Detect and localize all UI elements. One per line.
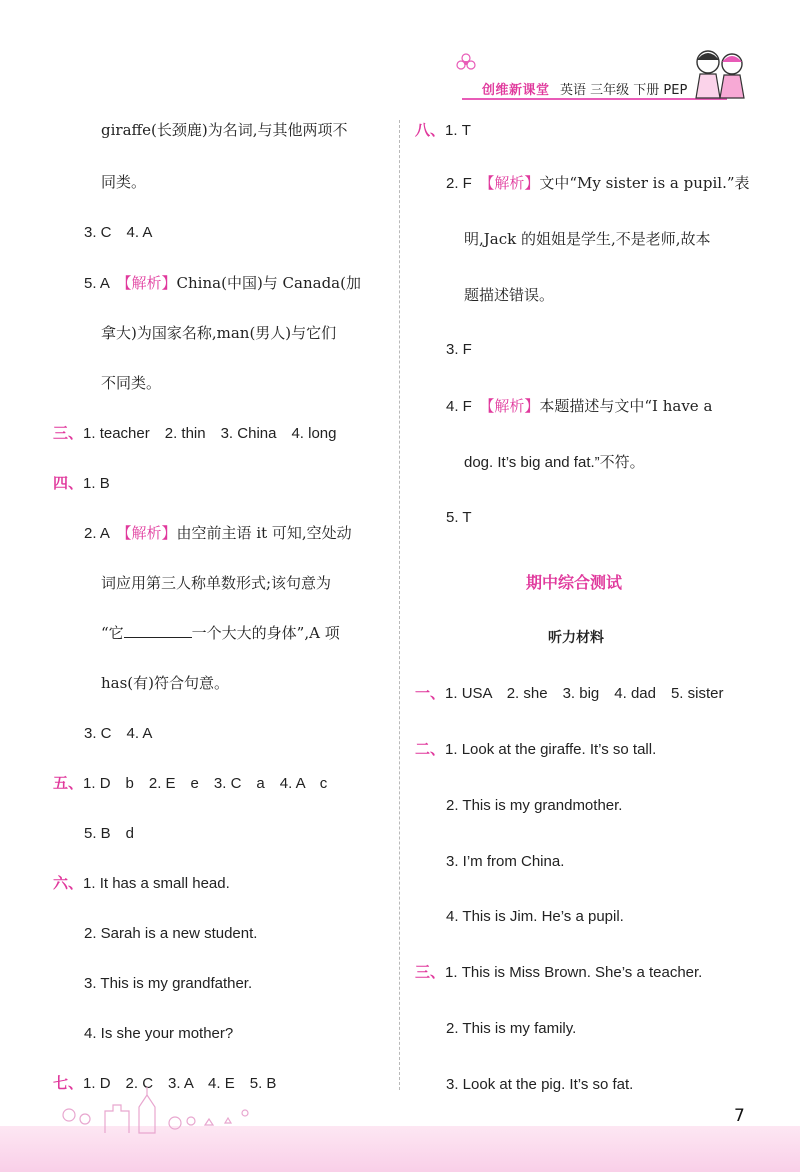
answer-line: 5. B d [84,825,135,842]
section-number: 七、 [53,1074,84,1092]
castle-illustration-icon [55,1085,255,1135]
answer-line: 五、1. D b 2. E e 3. C a 4. A c [53,774,328,792]
answer-line: 七、1. D 2. C 3. A 4. E 5. B [53,1074,277,1092]
answer-line: 不同类。 [101,374,162,392]
answer-line: 同类。 [101,173,147,191]
answer-line: 4. F 【解析】本题描述与文中“I have a [446,397,713,415]
kids-illustration-icon [686,46,756,106]
section-number: 五、 [53,774,84,792]
answer-line: 3. F [446,341,472,358]
answer-line: 2. Sarah is a new student. [84,925,258,942]
answer-line: 六、1. It has a small head. [53,874,230,892]
section-number: 一、 [415,684,446,702]
answer-line: “它 一个大大的身体”,A 项 [101,624,340,642]
answer-line: 3. I’m from China. [446,853,565,870]
analysis-tag: 【解析】 [124,274,177,292]
answer-line: giraffe(长颈鹿)为名词,与其他两项不 [101,121,348,139]
answer-line: 题描述错误。 [464,286,555,304]
answer-line: 三、1. teacher 2. thin 3. China 4. long [53,424,337,442]
column-divider [399,120,400,1090]
answer-line: 4. This is Jim. He’s a pupil. [446,908,624,925]
answer-line: 拿大)为国家名称,man(男人)与它们 [101,324,337,342]
brand-title: 创维新课堂 [482,83,550,98]
section-subtitle: 听力材料 [548,630,604,646]
answer-line: has(有)符合句意。 [101,674,230,692]
section-number: 八、 [415,121,446,139]
section-number: 三、 [415,963,446,981]
answer-line: 2. A 【解析】由空前主语 it 可知,空处动 [84,524,352,542]
answer-line: 3. Look at the pig. It’s so fat. [446,1076,634,1093]
answer-line: 4. Is she your mother? [84,1025,234,1042]
answer-line: 三、1. This is Miss Brown. She’s a teacher. [415,963,703,981]
answer-line: 2. This is my grandmother. [446,797,623,814]
answer-line: dog. It’s big and fat.”不符。 [464,454,645,471]
answer-line: 词应用第三人称单数形式;该句意为 [101,574,332,592]
answer-line: 3. C 4. A [84,725,153,742]
answer-line: 一、1. USA 2. she 3. big 4. dad 5. sister [415,684,724,702]
answer-line: 明,Jack 的姐姐是学生,不是老师,故本 [464,230,711,248]
analysis-tag: 【解析】 [486,397,540,415]
section-number: 三、 [53,424,84,442]
analysis-tag: 【解析】 [124,524,177,542]
section-number: 四、 [53,474,84,492]
analysis-tag: 【解析】 [486,174,540,192]
page-number: 7 [734,1106,745,1126]
flower-icon [455,52,477,74]
answer-line: 5. T [446,509,472,526]
fill-blank [124,623,192,638]
answer-line: 2. This is my family. [446,1020,577,1037]
section-title: 期中综合测试 [526,573,623,592]
section-number: 六、 [53,874,84,892]
answer-line: 二、1. Look at the giraffe. It’s so tall. [415,740,657,758]
answer-line: 四、1. B [53,474,110,492]
answer-line: 八、1. T [415,121,471,139]
page-header [450,46,800,106]
answer-line: 5. A 【解析】China(中国)与 Canada(加 [84,274,361,292]
subject-label: 英语 三年级 下册 PEP [560,83,688,98]
section-number: 二、 [415,740,446,758]
answer-line: 3. C 4. A [84,224,153,241]
answer-line: 3. This is my grandfather. [84,975,253,992]
answer-line: 2. F 【解析】文中“My sister is a pupil.”表 [446,174,750,192]
